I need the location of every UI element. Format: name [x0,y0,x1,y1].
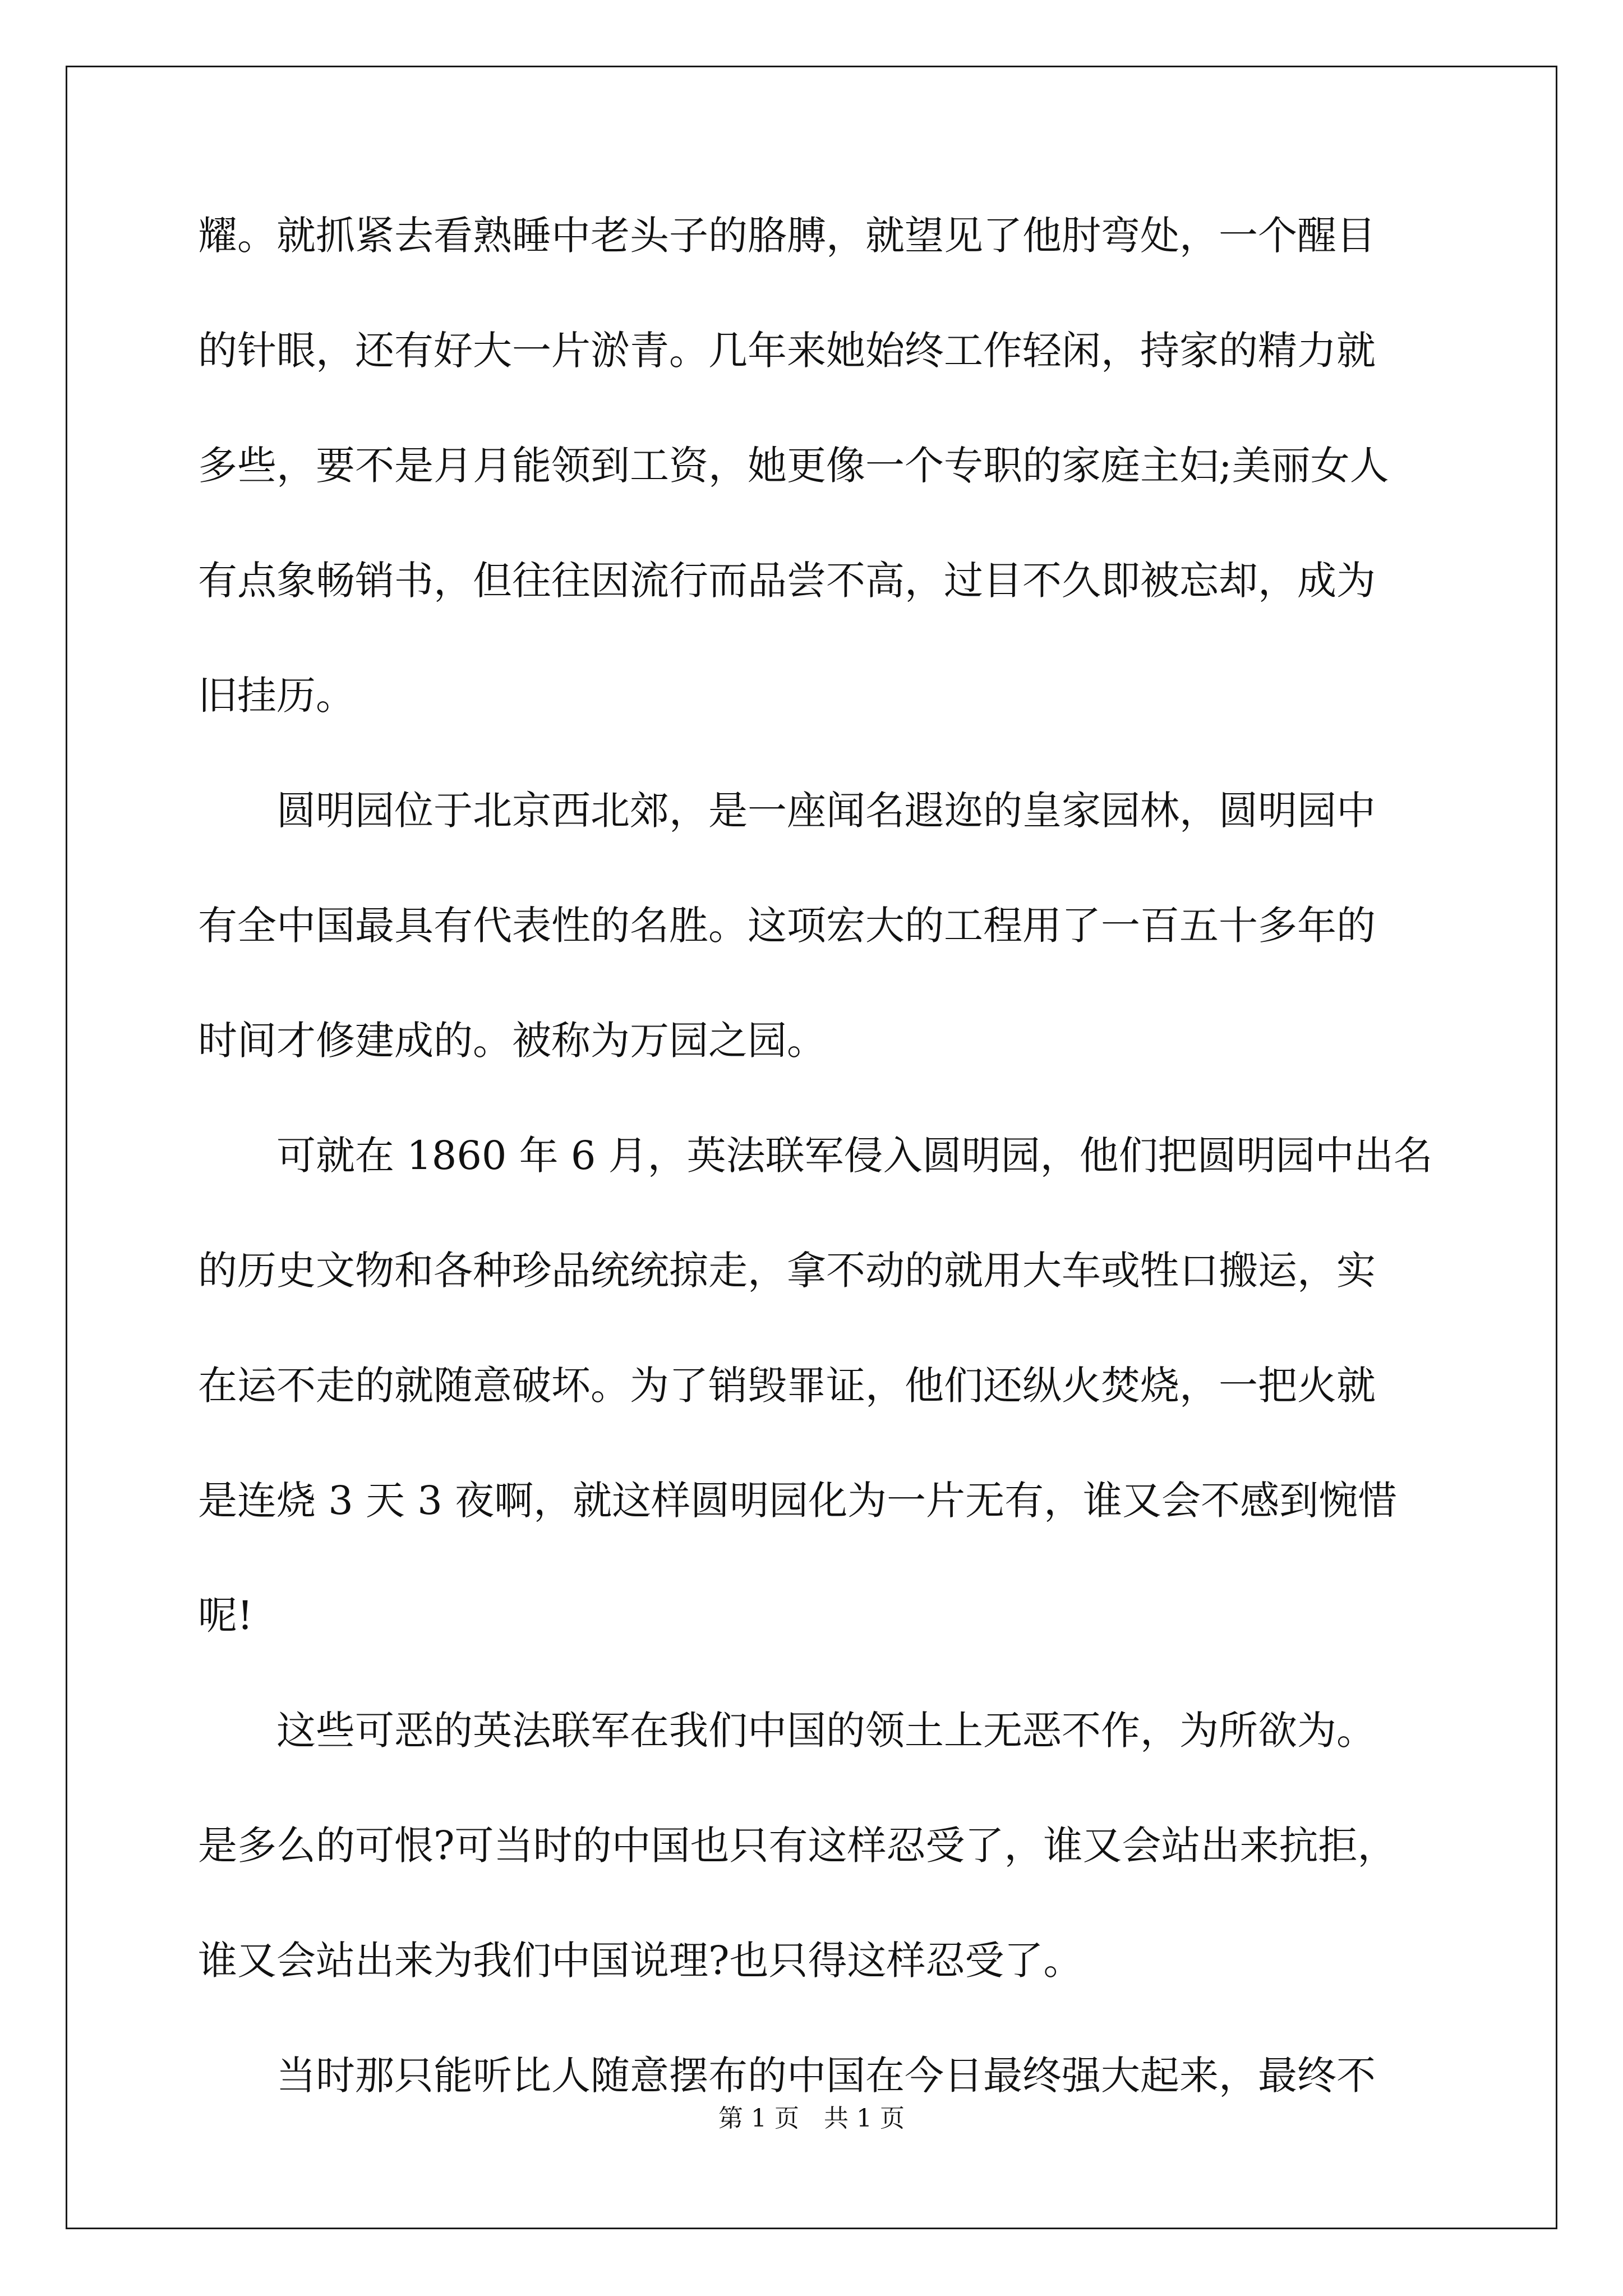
text-line: 有点象畅销书，但往往因流行而品尝不高，过目不久即被忘却，成为 [198,558,1376,604]
text-line: 时间才修建成的。被称为万园之园。 [198,1018,826,1064]
text-line: 有全中国最具有代表性的名胜。这项宏大的工程用了一百五十多年的 [198,903,1376,949]
text-line: 多些，要不是月月能领到工资，她更像一个专职的家庭主妇;美丽女人 [198,443,1389,489]
text-line: 耀。就抓紧去看熟睡中老头子的胳膊，就望见了他肘弯处，一个醒目 [198,213,1376,259]
page-number-footer: 第 1 页 共 1 页 [718,2104,905,2133]
text-line: 在运不走的就随意破坏。为了销毁罪证，他们还纵火焚烧，一把火就 [198,1363,1376,1409]
text-line: 这些可恶的英法联军在我们中国的领土上无恶不作，为所欲为。 [198,1708,1376,1754]
text-line: 是多么的可恨?可当时的中国也只有这样忍受了，谁又会站出来抗拒， [198,1823,1397,1869]
text-line: 呢! [198,1593,253,1639]
text-line: 的针眼，还有好大一片淤青。几年来她始终工作轻闲，持家的精力就 [198,328,1376,374]
text-line: 当时那只能听比人随意摆布的中国在今日最终强大起来，最终不 [198,2053,1376,2099]
text-line: 是连烧 3 天 3 夜啊，就这样圆明园化为一片无有，谁又会不感到惋惜 [198,1478,1398,1524]
text-line: 谁又会站出来为我们中国说理?也只得这样忍受了。 [198,1938,1083,1984]
text-line: 旧挂历。 [198,673,355,719]
text-line: 可就在 1860 年 6 月，英法联军侵入圆明园，他们把圆明园中出名 [198,1133,1433,1179]
text-line: 圆明园位于北京西北郊，是一座闻名遐迩的皇家园林，圆明园中 [198,788,1376,834]
text-line: 的历史文物和各种珍品统统掠走，拿不动的就用大车或牲口搬运，实 [198,1248,1376,1294]
